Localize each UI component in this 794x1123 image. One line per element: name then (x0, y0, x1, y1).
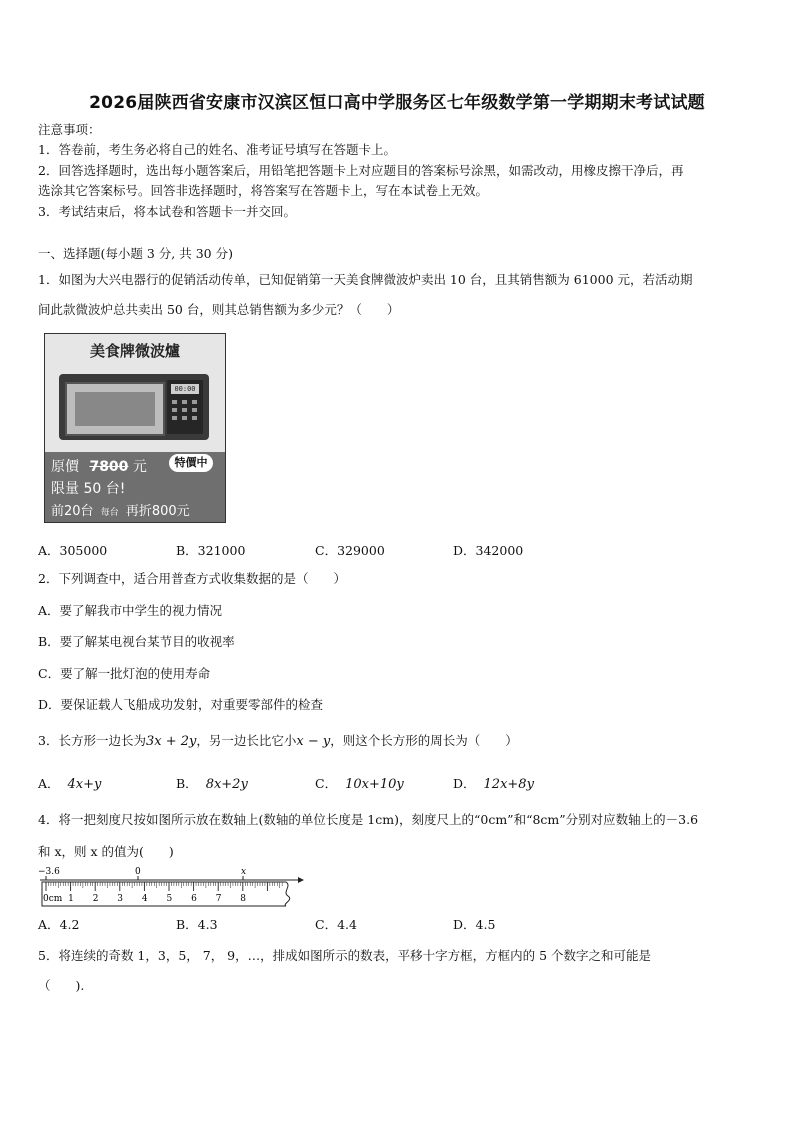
ruler-label: 3 (117, 894, 124, 904)
q3-stem-part1: 3．长方形一边长为 (38, 733, 146, 748)
q3-option-a-label: A． (38, 776, 60, 791)
ruler-label: 6 (191, 894, 197, 904)
exam-title: 2026届陕西省安康市汉滨区恒口高中学服务区七年级数学第一学期期末考试试题 (89, 93, 705, 113)
notice-heading: 注意事项： (38, 122, 101, 137)
q4-option-a[interactable]: A．4.2 (38, 917, 80, 932)
key-icon (172, 408, 177, 412)
key-icon (182, 408, 187, 412)
axis-label-x: x (241, 867, 247, 877)
microwave-promo-image (44, 333, 226, 523)
q2-option-d[interactable]: D．要保证载人飞船成功发射，对重要零部件的检查 (38, 697, 324, 712)
q3-option-b[interactable] (176, 774, 248, 792)
key-icon (182, 400, 187, 404)
q3-option-d-expr: 12x+8y (483, 777, 534, 792)
q2-stem: 2．下列调查中，适合用普查方式收集数据的是（ ） (38, 571, 346, 586)
q3-option-c[interactable] (315, 774, 404, 792)
ruler-label: 8 (240, 894, 247, 904)
microwave-door (65, 382, 165, 436)
notice-item-3: 3．考试结束后，将本试卷和答题卡一并交回。 (38, 204, 296, 219)
q1-stem-line2: 间此款微波炉总共卖出 50 台，则其总销售额为多少元？（ ） (38, 302, 400, 317)
ruler-labels (43, 894, 246, 904)
promo-discount: 再折800元 (125, 504, 190, 519)
microwave-icon (59, 374, 209, 440)
q1-option-b[interactable]: B．321000 (176, 543, 246, 558)
original-price: 7800 (89, 459, 129, 475)
q5-stem-line2: （ ). (38, 978, 85, 993)
q3-option-b-label: B． (176, 776, 198, 791)
on-sale-badge: 特價中 (169, 454, 213, 472)
promo-price-area (45, 452, 225, 522)
q3-option-d-label: D． (453, 776, 476, 791)
ruler-label: 2 (92, 894, 99, 904)
axis-label-left: −3.6 (38, 867, 60, 877)
ruler-label: 1 (68, 894, 74, 904)
promo-discount-line (51, 500, 190, 519)
q3-stem-part3: ，则这个长方形的周长为（ ） (330, 733, 518, 748)
q4-option-b[interactable]: B．4.3 (176, 917, 218, 932)
promo-each: 每台 (100, 508, 119, 518)
key-icon (172, 400, 177, 404)
q1-option-a[interactable]: A．305000 (38, 543, 108, 558)
ruler-label: 7 (215, 894, 222, 904)
arrow-right-icon (298, 877, 304, 883)
q3-option-d[interactable] (453, 774, 534, 792)
q1-option-d[interactable]: D．342000 (453, 543, 524, 558)
q3-expr-diff: x − y (296, 734, 331, 749)
promo-price-line (51, 456, 147, 476)
key-icon (192, 408, 197, 412)
q3-expr-side: 3x + 2y (145, 734, 197, 749)
microwave-display: 00:00 (171, 384, 199, 394)
notice-item-1: 1．答卷前，考生务必将自己的姓名、准考证号填写在答题卡上。 (38, 142, 396, 157)
ruler-label: 4 (141, 894, 148, 904)
q2-option-b[interactable]: B．要了解某电视台某节目的收视率 (38, 634, 235, 649)
price-unit: 元 (132, 459, 147, 475)
axis-label-zero: 0 (135, 867, 141, 877)
q3-stem-part2: ，另一边长比它小 (196, 733, 297, 748)
ruler-label: 0cm (43, 894, 63, 904)
q4-option-c[interactable]: C．4.4 (315, 917, 357, 932)
q2-option-c[interactable]: C．要了解一批灯泡的使用寿命 (38, 666, 211, 681)
notice-item-2: 2．回答选择题时，选出每小题答案后，用铅笔把答题卡上对应题目的答案标号涂黑，如需改动，用橡皮擦干净后，再 (38, 163, 684, 178)
q4-stem-line2: 和 x，则 x 的值为( ) (38, 844, 174, 859)
q3-option-c-label: C． (315, 776, 338, 791)
microwave-control-panel (167, 380, 203, 434)
key-icon (192, 400, 197, 404)
promo-title: 美食牌微波爐 (89, 342, 180, 360)
q3-option-b-expr: 8x+2y (205, 777, 248, 792)
q4-stem-line1: 4．将一把刻度尺按如图所示放在数轴上(数轴的单位长度是 1cm)，刻度尺上的“0cm”和“8cm”分别对应数轴上的－3.6 (38, 812, 699, 827)
ruler-number-line-figure (36, 864, 306, 910)
ruler-number-line-svg (36, 864, 306, 910)
q3-option-c-expr: 10x+10y (345, 777, 404, 792)
microwave-window (75, 392, 155, 426)
q2-option-a[interactable]: A．要了解我市中学生的视力情况 (38, 603, 223, 618)
key-icon (172, 416, 177, 420)
promo-first: 前20台 (51, 504, 94, 519)
promo-top-area (45, 334, 225, 452)
q4-option-d[interactable]: D．4.5 (453, 917, 496, 932)
q3-option-a-expr: 4x+y (67, 777, 102, 792)
q1-stem-line1: 1．如图为大兴电器行的促销活动传单，已知促销第一天美食牌微波炉卖出 10 台，且其销售额为 61000 元，若活动期 (38, 272, 693, 287)
key-icon (192, 416, 197, 420)
q3-stem (38, 732, 518, 751)
q1-option-c[interactable]: C．329000 (315, 543, 385, 558)
key-icon (182, 416, 187, 420)
ruler-label: 5 (166, 894, 173, 904)
promo-limit: 限量 50 台! (51, 481, 126, 497)
section-choice-heading: 一、选择题(每小题 3 分, 共 30 分) (38, 246, 233, 261)
notice-item-2-cont: 选涂其它答案标号。回答非选择题时，将答案写在答题卡上，写在本试卷上无效。 (38, 183, 489, 198)
price-label: 原價 (51, 459, 79, 475)
q5-stem-line1: 5．将连续的奇数 1，3，5， 7， 9，…，排成如图所示的数表，平移十字方框，方框内的 5 个数字之和可能是 (38, 948, 652, 963)
q3-option-a[interactable] (38, 774, 101, 792)
